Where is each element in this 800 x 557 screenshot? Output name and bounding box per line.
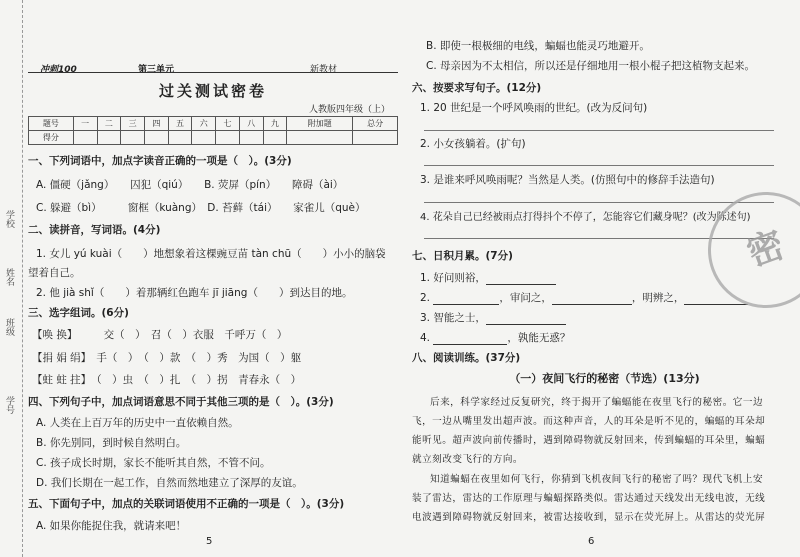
reading-p1-line1: 后来，科学家经过反复研究，终于揭开了蝙蝠能在夜里飞行的秘密。它一边 [430, 397, 764, 408]
q2-item-1: 1. 女儿 yú kuài（ ）地想象着这棵豌豆苗 tàn chū（ ）小小的脑袋 [36, 248, 386, 260]
reading-p2-line3: 电波遇到障碍物就反射回来，被雷达接收到，显示在荧光屏上。从雷达的荧光屏 [412, 512, 766, 523]
score-header-9: 九 [263, 117, 287, 131]
reading-p1-line4: 就立刻改变飞行的方向。 [412, 454, 524, 465]
score-header-10: 附加题 [287, 117, 353, 131]
answer-line-1[interactable] [424, 130, 774, 131]
q7-blank-3[interactable] [486, 312, 566, 325]
q5-option-a: A. 如果你能捉住我，就请来吧！ [36, 520, 187, 532]
score-cell-11[interactable] [353, 131, 398, 145]
score-header-6: 六 [192, 117, 216, 131]
page-title: 过关测试密卷 [158, 82, 267, 100]
q7-blank-4[interactable] [433, 332, 507, 345]
q2-title: 二、读拼音，写词语。(4分) [28, 224, 161, 236]
confidential-stamp: 密 [692, 176, 800, 325]
left-page [28, 0, 398, 557]
q7-item-4-text: ，孰能无惑？ [507, 332, 571, 344]
score-header-1: 一 [73, 117, 97, 131]
q4-option-a: A. 人类在上百万年的历史中一直依赖自然。 [36, 417, 239, 429]
score-cell-2[interactable] [97, 131, 121, 145]
score-header-8: 八 [239, 117, 263, 131]
q6-item-4: 4. 花朵自己已经被雨点打得抖个不停了，怎能容它们藏身呢？(改为陈述句) [420, 212, 751, 223]
page-number-right: 6 [588, 536, 595, 547]
answer-line-2[interactable] [424, 165, 774, 166]
q1-options-ab: A. 僵硬（jǎng） 囚犯（qiú） B. 荧屏（pín） 障碍（ài） [36, 179, 344, 191]
q8-title: 八、阅读训练。(37分) [412, 352, 521, 364]
reading-p2-line2: 装了雷达，雷达的工作原理与蝙蝠探路类似。雷达通过天线发出无线电波，无线 [412, 493, 766, 504]
q7-item-2-num: 2. [420, 292, 434, 304]
score-table [28, 116, 398, 145]
q7-item-4-num: 4. [420, 332, 434, 344]
brand-label: 冲刺100 [40, 65, 77, 75]
score-cell-5[interactable] [168, 131, 192, 145]
q2-item-2: 2. 他 jià shǐ（ ）着那辆红色跑车 jī jiāng（ ）到达目的地。 [36, 287, 353, 299]
q1-title: 一、下列词语中，加点字读音正确的一项是（ ）。(3分) [28, 155, 292, 167]
q2-item-1-cont: 望着自己。 [28, 267, 81, 279]
edition-label: 新教材 [310, 65, 338, 75]
q7-blank-2b[interactable] [552, 292, 632, 305]
score-cell-9[interactable] [263, 131, 287, 145]
q4-title: 四、下列句子中，加点词语意思不同于其他三项的是（ ）。(3分) [28, 396, 334, 408]
q7-item-3-text: 3. 智能之士， [420, 312, 486, 324]
spine-number: 学号 [4, 396, 14, 414]
score-header-7: 七 [216, 117, 240, 131]
answer-line-3[interactable] [424, 202, 774, 203]
reading-p1-line2: 飞，一边从嘴里发出超声波。而这种声音，人的耳朵是听不见的，蝙蝠的耳朵却 [412, 416, 766, 427]
q7-item-1 [420, 270, 556, 285]
reading-p1-line3: 能听见。超声波向前传播时，遇到障碍物就反射回来，传到蝙蝠的耳朵里，蝙蝠 [412, 435, 766, 446]
q1-options-cd: C. 躲避（bì） 窗框（kuàng） D. 苔藓（tái） 家雀儿（què） [36, 202, 366, 214]
q3-row-2: 【捐 娟 绢】 手（ ） （ ）款 （ ）秀 为国（ ）躯 [32, 352, 302, 364]
unit-label: 第三单元 [138, 65, 175, 75]
q6-item-1: 1. 20 世纪是一个呼风唤雨的世纪。(改为反问句) [420, 102, 648, 114]
binding-margin [0, 0, 23, 557]
q7-item-2 [420, 290, 748, 305]
score-cell-1[interactable] [73, 131, 97, 145]
q6-item-3: 3. 是谁来呼风唤雨呢？当然是人类。(仿照句中的修辞手法造句) [420, 174, 715, 186]
score-cell-7[interactable] [216, 131, 240, 145]
q5-option-b: B. 即使一根极细的电线，蝙蝠也能灵巧地避开。 [426, 40, 650, 52]
score-header-5: 五 [168, 117, 192, 131]
q7-item-4 [420, 330, 570, 345]
q7-item-2-mid2: ，明辨之， [631, 292, 685, 304]
score-header-2: 二 [97, 117, 121, 131]
q4-option-b: B. 你先别同，到时候自然明白。 [36, 437, 187, 449]
spine-class: 班级 [4, 318, 14, 336]
header-rule [28, 72, 398, 73]
q7-item-3 [420, 310, 566, 325]
score-cell-3[interactable] [121, 131, 145, 145]
q6-item-2: 2. 小女孩躺着。(扩句) [420, 138, 526, 150]
q5-option-c: C. 母亲因为不太相信，所以还是仔细地用一根小棍子把这植物支起来。 [426, 60, 756, 72]
score-cell-6[interactable] [192, 131, 216, 145]
q6-title: 六、按要求写句子。(12分) [412, 82, 542, 94]
score-header-0: 题号 [29, 117, 74, 131]
spine-name: 姓名 [4, 268, 14, 286]
reading-p2-line1: 知道蝙蝠在夜里如何飞行，你猜到飞机夜间飞行的秘密了吗？现代飞机上安 [430, 474, 764, 485]
grade-label: 人教版四年级（上） [308, 105, 390, 115]
reading-title: （一）夜间飞行的秘密（节选）(13分) [509, 372, 700, 385]
q7-blank-1[interactable] [486, 272, 556, 285]
score-cell-8[interactable] [239, 131, 263, 145]
q5-title: 五、下面句子中，加点的关联词语使用不正确的一项是（ ）。(3分) [28, 498, 345, 510]
score-header-3: 三 [121, 117, 145, 131]
q7-item-2-mid1: ，审问之， [499, 292, 552, 304]
q3-title: 三、选字组词。(6分) [28, 307, 129, 319]
score-header-4: 四 [144, 117, 168, 131]
score-cell-4[interactable] [144, 131, 168, 145]
q3-row-1: 【唤 换】 交（ ） 召（ ）衣服 千呼万（ ） [32, 329, 288, 341]
q3-row-3: 【蛀 蛀 拄】 （ ）虫 （ ）扎 （ ）拐 青春永（ ） [32, 374, 302, 386]
score-header-11: 总分 [353, 117, 398, 131]
score-row-label: 得分 [29, 131, 74, 145]
q7-item-1-text: 1. 好问则裕， [420, 272, 486, 284]
score-cell-10[interactable] [287, 131, 353, 145]
q7-title: 七、日积月累。(7分) [412, 250, 513, 262]
page-number-left: 5 [206, 536, 213, 547]
q4-option-c: C. 孩子成长时期，家长不能听其自然，不管不问。 [36, 457, 271, 469]
spine-school: 学校 [4, 210, 14, 228]
q4-option-d: D. 我们长期在一起工作，自然而然地建立了深厚的友谊。 [36, 477, 303, 489]
q7-blank-2a[interactable] [433, 292, 499, 305]
